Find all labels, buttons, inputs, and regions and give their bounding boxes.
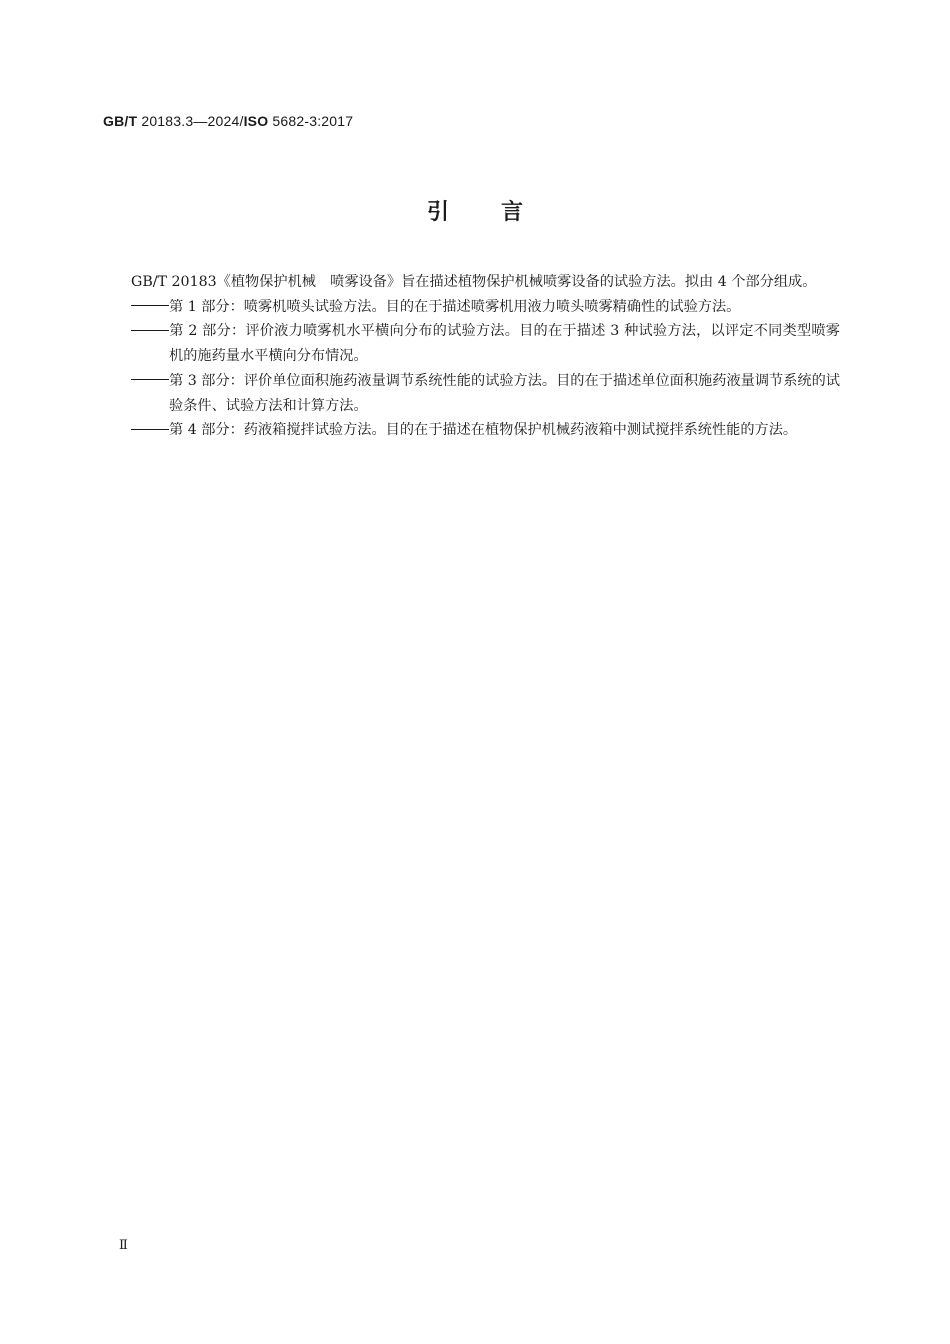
page-title: 引言 (426, 200, 575, 225)
iso-number: 5682-3:2017 (268, 113, 354, 129)
em-dash-marker (131, 429, 169, 430)
std-number: 20183.3—2024/ (137, 113, 244, 129)
list-item-text: 第 2 部分：评价液力喷雾机水平横向分布的试验方法。目的在于描述 3 种试验方法，以评定不同类型喷雾机的施药量水平横向分布情况。 (169, 323, 840, 365)
page-number: Ⅱ (119, 1238, 128, 1253)
em-dash-marker (131, 330, 169, 331)
em-dash-marker (131, 305, 169, 306)
list-item-text: 第 3 部分：评价单位面积施药液量调节系统性能的试验方法。目的在于描述单位面积施药液量调节系统的试验条件、试验方法和计算方法。 (169, 372, 840, 414)
std-prefix: GB/T (103, 113, 138, 129)
list-item-text: 第 4 部分：药液箱搅拌试验方法。目的在于描述在植物保护机械药液箱中测试搅拌系统性能的方法。 (169, 422, 798, 439)
em-dash-marker (131, 379, 169, 380)
list-item-part-4 (103, 418, 840, 443)
standard-code-header (103, 113, 353, 129)
intro-paragraph: GB/T 20183《植物保护机械 喷雾设备》旨在描述植物保护机械喷雾设备的试验方法。拟由 4 个部分组成。 (131, 274, 817, 290)
iso-prefix: ISO (243, 113, 269, 129)
list-item-part-1 (103, 295, 840, 320)
list-item-part-3 (103, 369, 840, 418)
document-body (103, 270, 840, 443)
list-item-part-2 (103, 319, 840, 368)
list-item-text: 第 1 部分：喷雾机喷头试验方法。目的在于描述喷雾机用液力喷头喷雾精确性的试验方法。 (169, 298, 741, 315)
